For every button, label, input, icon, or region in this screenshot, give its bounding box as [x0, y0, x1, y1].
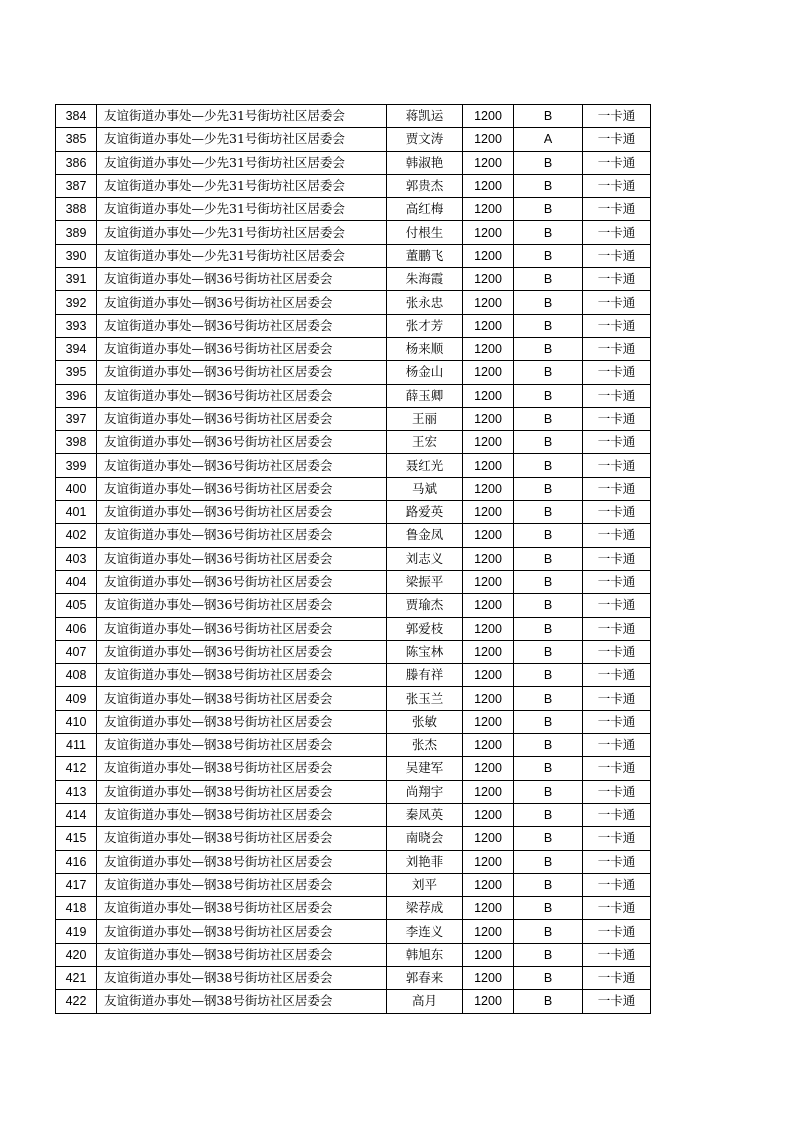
grade-cell: B: [514, 407, 583, 430]
organization-cell: 友谊街道办事处—钢36号街坊社区居委会: [97, 477, 387, 500]
payment-method-cell: 一卡通: [583, 244, 651, 267]
row-number: 416: [56, 850, 97, 873]
table-row: [56, 990, 651, 1013]
amount-cell: 1200: [463, 734, 514, 757]
payment-method-cell: 一卡通: [583, 314, 651, 337]
grade-cell: B: [514, 873, 583, 896]
person-name-cell: 秦凤英: [387, 803, 463, 826]
amount-cell: 1200: [463, 477, 514, 500]
amount-cell: 1200: [463, 407, 514, 430]
table-row: [56, 966, 651, 989]
table-row: [56, 617, 651, 640]
organization-cell: 友谊街道办事处—少先31号街坊社区居委会: [97, 221, 387, 244]
roster-table: [55, 104, 651, 1014]
amount-cell: 1200: [463, 128, 514, 151]
row-number: 401: [56, 501, 97, 524]
row-number: 422: [56, 990, 97, 1013]
amount-cell: 1200: [463, 454, 514, 477]
payment-method-cell: 一卡通: [583, 920, 651, 943]
row-number: 415: [56, 827, 97, 850]
organization-cell: 友谊街道办事处—钢36号街坊社区居委会: [97, 291, 387, 314]
table-row: [56, 431, 651, 454]
person-name-cell: 张敏: [387, 710, 463, 733]
amount-cell: 1200: [463, 198, 514, 221]
amount-cell: 1200: [463, 640, 514, 663]
amount-cell: 1200: [463, 920, 514, 943]
organization-cell: 友谊街道办事处—钢36号街坊社区居委会: [97, 570, 387, 593]
person-name-cell: 董鹏飞: [387, 244, 463, 267]
payment-method-cell: 一卡通: [583, 664, 651, 687]
organization-cell: 友谊街道办事处—钢36号街坊社区居委会: [97, 407, 387, 430]
row-number: 408: [56, 664, 97, 687]
amount-cell: 1200: [463, 431, 514, 454]
organization-cell: 友谊街道办事处—钢36号街坊社区居委会: [97, 617, 387, 640]
grade-cell: B: [514, 640, 583, 663]
grade-cell: B: [514, 617, 583, 640]
row-number: 414: [56, 803, 97, 826]
payment-method-cell: 一卡通: [583, 617, 651, 640]
row-number: 384: [56, 105, 97, 128]
payment-method-cell: 一卡通: [583, 524, 651, 547]
grade-cell: B: [514, 174, 583, 197]
payment-method-cell: 一卡通: [583, 897, 651, 920]
organization-cell: 友谊街道办事处—钢38号街坊社区居委会: [97, 664, 387, 687]
person-name-cell: 鲁金凤: [387, 524, 463, 547]
table-row: [56, 454, 651, 477]
row-number: 392: [56, 291, 97, 314]
row-number: 385: [56, 128, 97, 151]
row-number: 386: [56, 151, 97, 174]
row-number: 400: [56, 477, 97, 500]
payment-method-cell: 一卡通: [583, 105, 651, 128]
organization-cell: 友谊街道办事处—钢36号街坊社区居委会: [97, 454, 387, 477]
payment-method-cell: 一卡通: [583, 990, 651, 1013]
person-name-cell: 刘艳菲: [387, 850, 463, 873]
amount-cell: 1200: [463, 850, 514, 873]
table-row: [56, 594, 651, 617]
person-name-cell: 王宏: [387, 431, 463, 454]
row-number: 407: [56, 640, 97, 663]
person-name-cell: 南晓会: [387, 827, 463, 850]
amount-cell: 1200: [463, 314, 514, 337]
person-name-cell: 刘志义: [387, 547, 463, 570]
payment-method-cell: 一卡通: [583, 174, 651, 197]
amount-cell: 1200: [463, 780, 514, 803]
payment-method-cell: 一卡通: [583, 966, 651, 989]
person-name-cell: 高红梅: [387, 198, 463, 221]
grade-cell: B: [514, 687, 583, 710]
organization-cell: 友谊街道办事处—钢36号街坊社区居委会: [97, 384, 387, 407]
organization-cell: 友谊街道办事处—钢36号街坊社区居委会: [97, 501, 387, 524]
grade-cell: B: [514, 897, 583, 920]
person-name-cell: 郭爱枝: [387, 617, 463, 640]
table-row: [56, 524, 651, 547]
payment-method-cell: 一卡通: [583, 477, 651, 500]
person-name-cell: 聂红光: [387, 454, 463, 477]
person-name-cell: 张才芳: [387, 314, 463, 337]
person-name-cell: 薛玉卿: [387, 384, 463, 407]
payment-method-cell: 一卡通: [583, 943, 651, 966]
grade-cell: B: [514, 384, 583, 407]
amount-cell: 1200: [463, 221, 514, 244]
organization-cell: 友谊街道办事处—钢36号街坊社区居委会: [97, 361, 387, 384]
grade-cell: B: [514, 570, 583, 593]
table-row: [56, 337, 651, 360]
row-number: 409: [56, 687, 97, 710]
organization-cell: 友谊街道办事处—钢38号街坊社区居委会: [97, 687, 387, 710]
row-number: 388: [56, 198, 97, 221]
row-number: 399: [56, 454, 97, 477]
table-row: [56, 827, 651, 850]
amount-cell: 1200: [463, 151, 514, 174]
payment-method-cell: 一卡通: [583, 780, 651, 803]
payment-method-cell: 一卡通: [583, 128, 651, 151]
grade-cell: B: [514, 314, 583, 337]
person-name-cell: 杨金山: [387, 361, 463, 384]
grade-cell: B: [514, 454, 583, 477]
amount-cell: 1200: [463, 547, 514, 570]
amount-cell: 1200: [463, 594, 514, 617]
grade-cell: B: [514, 734, 583, 757]
grade-cell: B: [514, 594, 583, 617]
row-number: 412: [56, 757, 97, 780]
payment-method-cell: 一卡通: [583, 454, 651, 477]
person-name-cell: 朱海霞: [387, 268, 463, 291]
person-name-cell: 李连义: [387, 920, 463, 943]
grade-cell: B: [514, 524, 583, 547]
amount-cell: 1200: [463, 501, 514, 524]
person-name-cell: 路爱英: [387, 501, 463, 524]
organization-cell: 友谊街道办事处—钢36号街坊社区居委会: [97, 594, 387, 617]
amount-cell: 1200: [463, 174, 514, 197]
payment-method-cell: 一卡通: [583, 361, 651, 384]
organization-cell: 友谊街道办事处—钢38号街坊社区居委会: [97, 803, 387, 826]
grade-cell: A: [514, 128, 583, 151]
amount-cell: 1200: [463, 710, 514, 733]
payment-method-cell: 一卡通: [583, 547, 651, 570]
amount-cell: 1200: [463, 873, 514, 896]
row-number: 390: [56, 244, 97, 267]
organization-cell: 友谊街道办事处—钢38号街坊社区居委会: [97, 734, 387, 757]
organization-cell: 友谊街道办事处—钢38号街坊社区居委会: [97, 757, 387, 780]
person-name-cell: 陈宝林: [387, 640, 463, 663]
table-row: [56, 850, 651, 873]
person-name-cell: 滕有祥: [387, 664, 463, 687]
table-row: [56, 198, 651, 221]
payment-method-cell: 一卡通: [583, 151, 651, 174]
payment-method-cell: 一卡通: [583, 431, 651, 454]
organization-cell: 友谊街道办事处—少先31号街坊社区居委会: [97, 174, 387, 197]
amount-cell: 1200: [463, 337, 514, 360]
row-number: 396: [56, 384, 97, 407]
row-number: 395: [56, 361, 97, 384]
table-row: [56, 128, 651, 151]
table-row: [56, 710, 651, 733]
organization-cell: 友谊街道办事处—少先31号街坊社区居委会: [97, 244, 387, 267]
organization-cell: 友谊街道办事处—钢36号街坊社区居委会: [97, 524, 387, 547]
amount-cell: 1200: [463, 524, 514, 547]
amount-cell: 1200: [463, 617, 514, 640]
table-row: [56, 943, 651, 966]
amount-cell: 1200: [463, 990, 514, 1013]
amount-cell: 1200: [463, 664, 514, 687]
person-name-cell: 高月: [387, 990, 463, 1013]
row-number: 420: [56, 943, 97, 966]
table-row: [56, 873, 651, 896]
table-row: [56, 477, 651, 500]
amount-cell: 1200: [463, 244, 514, 267]
person-name-cell: 张永忠: [387, 291, 463, 314]
payment-method-cell: 一卡通: [583, 407, 651, 430]
grade-cell: B: [514, 780, 583, 803]
person-name-cell: 韩淑艳: [387, 151, 463, 174]
row-number: 403: [56, 547, 97, 570]
person-name-cell: 韩旭东: [387, 943, 463, 966]
table-row: [56, 920, 651, 943]
grade-cell: B: [514, 151, 583, 174]
grade-cell: B: [514, 710, 583, 733]
grade-cell: B: [514, 291, 583, 314]
person-name-cell: 梁荐成: [387, 897, 463, 920]
row-number: 397: [56, 407, 97, 430]
table-row: [56, 757, 651, 780]
table-row: [56, 687, 651, 710]
person-name-cell: 张杰: [387, 734, 463, 757]
amount-cell: 1200: [463, 687, 514, 710]
row-number: 391: [56, 268, 97, 291]
row-number: 389: [56, 221, 97, 244]
grade-cell: B: [514, 431, 583, 454]
row-number: 419: [56, 920, 97, 943]
person-name-cell: 张玉兰: [387, 687, 463, 710]
grade-cell: B: [514, 198, 583, 221]
roster-table-body: [56, 105, 651, 1014]
organization-cell: 友谊街道办事处—钢36号街坊社区居委会: [97, 337, 387, 360]
row-number: 421: [56, 966, 97, 989]
grade-cell: B: [514, 221, 583, 244]
organization-cell: 友谊街道办事处—钢38号街坊社区居委会: [97, 943, 387, 966]
grade-cell: B: [514, 850, 583, 873]
grade-cell: B: [514, 337, 583, 360]
organization-cell: 友谊街道办事处—钢38号街坊社区居委会: [97, 827, 387, 850]
person-name-cell: 梁振平: [387, 570, 463, 593]
organization-cell: 友谊街道办事处—钢38号街坊社区居委会: [97, 710, 387, 733]
amount-cell: 1200: [463, 827, 514, 850]
grade-cell: B: [514, 827, 583, 850]
organization-cell: 友谊街道办事处—钢38号街坊社区居委会: [97, 850, 387, 873]
row-number: 410: [56, 710, 97, 733]
organization-cell: 友谊街道办事处—钢36号街坊社区居委会: [97, 547, 387, 570]
amount-cell: 1200: [463, 966, 514, 989]
payment-method-cell: 一卡通: [583, 384, 651, 407]
table-row: [56, 105, 651, 128]
grade-cell: B: [514, 990, 583, 1013]
organization-cell: 友谊街道办事处—少先31号街坊社区居委会: [97, 105, 387, 128]
row-number: 387: [56, 174, 97, 197]
grade-cell: B: [514, 664, 583, 687]
payment-method-cell: 一卡通: [583, 850, 651, 873]
payment-method-cell: 一卡通: [583, 734, 651, 757]
person-name-cell: 付根生: [387, 221, 463, 244]
person-name-cell: 刘平: [387, 873, 463, 896]
table-row: [56, 547, 651, 570]
grade-cell: B: [514, 477, 583, 500]
person-name-cell: 马斌: [387, 477, 463, 500]
grade-cell: B: [514, 268, 583, 291]
organization-cell: 友谊街道办事处—钢38号街坊社区居委会: [97, 873, 387, 896]
amount-cell: 1200: [463, 361, 514, 384]
grade-cell: B: [514, 920, 583, 943]
amount-cell: 1200: [463, 757, 514, 780]
payment-method-cell: 一卡通: [583, 337, 651, 360]
payment-method-cell: 一卡通: [583, 198, 651, 221]
organization-cell: 友谊街道办事处—少先31号街坊社区居委会: [97, 198, 387, 221]
person-name-cell: 蒋凯运: [387, 105, 463, 128]
organization-cell: 友谊街道办事处—少先31号街坊社区居委会: [97, 128, 387, 151]
person-name-cell: 王丽: [387, 407, 463, 430]
amount-cell: 1200: [463, 268, 514, 291]
organization-cell: 友谊街道办事处—钢36号街坊社区居委会: [97, 314, 387, 337]
table-row: [56, 361, 651, 384]
person-name-cell: 贾瑜杰: [387, 594, 463, 617]
table-row: [56, 151, 651, 174]
grade-cell: B: [514, 105, 583, 128]
row-number: 398: [56, 431, 97, 454]
grade-cell: B: [514, 244, 583, 267]
payment-method-cell: 一卡通: [583, 291, 651, 314]
amount-cell: 1200: [463, 803, 514, 826]
table-row: [56, 268, 651, 291]
table-row: [56, 384, 651, 407]
table-row: [56, 734, 651, 757]
payment-method-cell: 一卡通: [583, 710, 651, 733]
grade-cell: B: [514, 943, 583, 966]
amount-cell: 1200: [463, 105, 514, 128]
amount-cell: 1200: [463, 384, 514, 407]
person-name-cell: 杨来顺: [387, 337, 463, 360]
row-number: 394: [56, 337, 97, 360]
row-number: 418: [56, 897, 97, 920]
organization-cell: 友谊街道办事处—钢38号街坊社区居委会: [97, 920, 387, 943]
row-number: 413: [56, 780, 97, 803]
row-number: 406: [56, 617, 97, 640]
amount-cell: 1200: [463, 291, 514, 314]
payment-method-cell: 一卡通: [583, 221, 651, 244]
amount-cell: 1200: [463, 943, 514, 966]
table-row: [56, 780, 651, 803]
person-name-cell: 吴建军: [387, 757, 463, 780]
payment-method-cell: 一卡通: [583, 501, 651, 524]
table-row: [56, 640, 651, 663]
table-row: [56, 570, 651, 593]
person-name-cell: 郭春来: [387, 966, 463, 989]
organization-cell: 友谊街道办事处—钢38号街坊社区居委会: [97, 966, 387, 989]
person-name-cell: 贾文涛: [387, 128, 463, 151]
person-name-cell: 郭贵杰: [387, 174, 463, 197]
payment-method-cell: 一卡通: [583, 803, 651, 826]
table-row: [56, 501, 651, 524]
table-row: [56, 664, 651, 687]
table-row: [56, 314, 651, 337]
payment-method-cell: 一卡通: [583, 827, 651, 850]
payment-method-cell: 一卡通: [583, 640, 651, 663]
amount-cell: 1200: [463, 570, 514, 593]
person-name-cell: 尚翔宇: [387, 780, 463, 803]
payment-method-cell: 一卡通: [583, 570, 651, 593]
payment-method-cell: 一卡通: [583, 268, 651, 291]
organization-cell: 友谊街道办事处—钢38号街坊社区居委会: [97, 897, 387, 920]
payment-method-cell: 一卡通: [583, 594, 651, 617]
grade-cell: B: [514, 757, 583, 780]
table-row: [56, 221, 651, 244]
table-row: [56, 803, 651, 826]
row-number: 402: [56, 524, 97, 547]
grade-cell: B: [514, 966, 583, 989]
organization-cell: 友谊街道办事处—钢36号街坊社区居委会: [97, 640, 387, 663]
payment-method-cell: 一卡通: [583, 687, 651, 710]
table-row: [56, 174, 651, 197]
row-number: 404: [56, 570, 97, 593]
grade-cell: B: [514, 803, 583, 826]
grade-cell: B: [514, 501, 583, 524]
row-number: 417: [56, 873, 97, 896]
amount-cell: 1200: [463, 897, 514, 920]
table-row: [56, 291, 651, 314]
table-row: [56, 407, 651, 430]
organization-cell: 友谊街道办事处—钢36号街坊社区居委会: [97, 268, 387, 291]
organization-cell: 友谊街道办事处—少先31号街坊社区居委会: [97, 151, 387, 174]
grade-cell: B: [514, 361, 583, 384]
grade-cell: B: [514, 547, 583, 570]
row-number: 393: [56, 314, 97, 337]
table-row: [56, 244, 651, 267]
organization-cell: 友谊街道办事处—钢38号街坊社区居委会: [97, 780, 387, 803]
payment-method-cell: 一卡通: [583, 873, 651, 896]
organization-cell: 友谊街道办事处—钢38号街坊社区居委会: [97, 990, 387, 1013]
row-number: 411: [56, 734, 97, 757]
payment-method-cell: 一卡通: [583, 757, 651, 780]
table-row: [56, 897, 651, 920]
organization-cell: 友谊街道办事处—钢36号街坊社区居委会: [97, 431, 387, 454]
row-number: 405: [56, 594, 97, 617]
